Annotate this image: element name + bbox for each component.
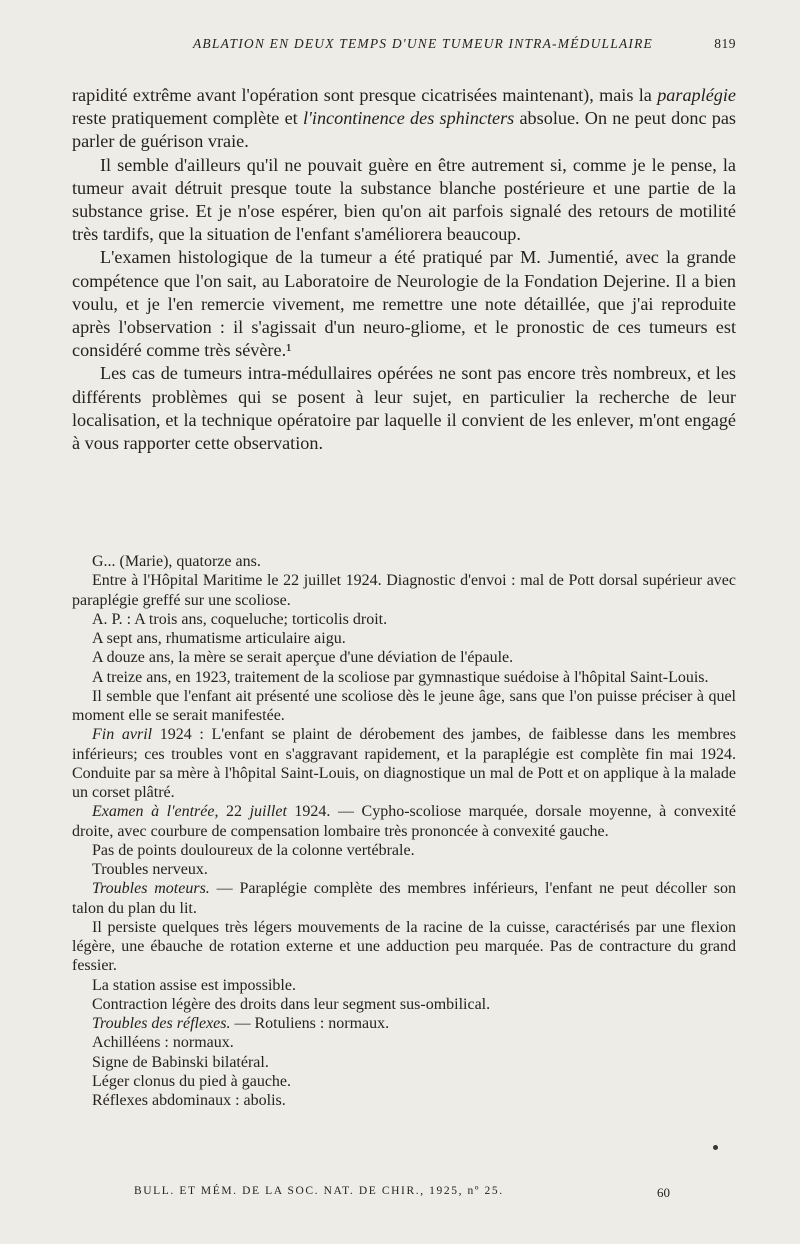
reflex-line: Léger clonus du pied à gauche. bbox=[92, 1072, 292, 1090]
header-title: ABLATION EN DEUX TEMPS D'UNE TUMEUR INTRA-MÉDULLAIRE bbox=[192, 36, 653, 51]
italic-term: Troubles moteurs. bbox=[92, 880, 210, 898]
exam-line: Contraction légère des droits dans leur segment sus-ombilical. bbox=[92, 995, 491, 1013]
reflex-line: Signe de Babinski bilatéral. bbox=[92, 1053, 269, 1071]
observation-text bbox=[72, 552, 736, 1110]
exam-line: Troubles nerveux. bbox=[92, 861, 208, 878]
history-line: A. P. : A trois ans, coqueluche; torticolis droit. bbox=[92, 610, 388, 628]
history-line: A treize ans, en 1923, traitement de la scoliose par gymnastique suédoise à l'hôpital Saint-Louis. bbox=[92, 668, 709, 686]
text-run: rapidité extrême avant l'opération sont presque cicatrisées maintenant), mais la bbox=[72, 85, 658, 105]
exam-line: La station assise est impossible. bbox=[92, 976, 296, 994]
text-run: 1924. — Cypho-scoliose marquée, dorsale moyenne, à convexité droite, avec courbure de compensation lombaire très prononcée à convexité gauche. bbox=[72, 803, 737, 840]
onset-paragraph bbox=[72, 725, 736, 802]
exam-paragraph bbox=[72, 802, 736, 841]
running-header bbox=[72, 36, 736, 52]
exam-line: Pas de points douloureux de la colonne vertébrale. bbox=[92, 841, 415, 859]
paragraph-2: Il semble d'ailleurs qu'il ne pouvait guère en être autrement si, comme je le pense, la tumeur avait détruit presque toute la substance blanche postérieure et une partie de la substance grise. Et je n'ose espérer, bien qu'on ait parfois signalé des retours de motilité très tardifs, que la situation de l'enfant s'améliorera beaucoup. bbox=[72, 154, 736, 245]
main-text bbox=[72, 84, 736, 455]
italic-term: juillet bbox=[249, 803, 287, 821]
italic-term: Fin avril bbox=[92, 726, 153, 744]
text-run: reste pratiquement complète et bbox=[72, 108, 303, 129]
history-line: Il semble que l'enfant ait présenté une scoliose dès le jeune âge, sans que l'on puisse préciser à quel moment elle se serait manifestée. bbox=[72, 687, 736, 724]
patient-line: G... (Marie), quatorze ans. bbox=[92, 553, 261, 570]
journal-citation: BULL. ET MÉM. DE LA SOC. NAT. DE CHIR., 1925, nº 25. bbox=[134, 1185, 504, 1197]
paragraph-3: L'examen histologique de la tumeur a été pratiqué par M. Jumentié, avec la grande compétence que l'on sait, au Laboratoire de Neurologie de la Fondation Dejerine. Il a bien voulu, et je l'en remercie vivement, me remettre une note détaillée, que j'ai reproduite après l'observation : il s'agissait d'un neuro-gliome, et le pronostic de ces tumeurs est considéré comme très sévère.¹ bbox=[72, 247, 736, 361]
reflex-line: Achilléens : normaux. bbox=[92, 1034, 234, 1052]
motor-paragraph bbox=[72, 879, 736, 918]
page-footer bbox=[134, 1185, 670, 1200]
page-number: 819 bbox=[714, 36, 736, 51]
italic-term: l'incontinence des sphincters bbox=[302, 108, 515, 129]
text-run: absolue. On ne peut donc pas parler de guérison vraie. bbox=[72, 108, 736, 152]
reflex-line bbox=[72, 1014, 736, 1033]
ink-dot bbox=[713, 1145, 718, 1150]
italic-term: Examen à l'entrée, bbox=[92, 803, 219, 821]
text-run: — Paraplégie complète des membres inférieurs, l'enfant ne peut décoller son talon du plan du lit. bbox=[72, 880, 736, 917]
reflex-line: Réflexes abdominaux : abolis. bbox=[92, 1092, 286, 1109]
signature-mark: 60 bbox=[657, 1185, 670, 1200]
text-run: — Rotuliens : normaux. bbox=[230, 1015, 390, 1032]
history-line: A sept ans, rhumatisme articulaire aigu. bbox=[92, 630, 346, 647]
text-run: 1924 : L'enfant se plaint de dérobement des jambes, de faiblesse dans les membres inférieurs; ces troubles vont en s'aggravant rapidement, et la paraplégie est complète fin mai 1924. Conduite par sa mère à l'hôpital Saint-Louis, on diagnostique un mal de Pott et on applique à la malade un corset plâtré. bbox=[72, 726, 736, 801]
paragraph-4: Les cas de tumeurs intra-médullaires opérées ne sont pas encore très nombreux, et les différents problèmes qui se posent à leur sujet, en particulier la recherche de leur localisation, et la technique opératoire par laquelle il convient de les enlever, m'ont engagé à vous rapporter cette observation. bbox=[72, 363, 736, 454]
italic-term: Troubles des réflexes. bbox=[92, 1015, 231, 1032]
text-run: 22 bbox=[218, 803, 250, 821]
paragraph-1 bbox=[72, 84, 736, 154]
motor-detail: Il persiste quelques très légers mouvements de la racine de la cuisse, caractérisés par une flexion légère, une ébauche de rotation externe et une adduction peu marquée. Pas de contracture du grand fessier. bbox=[72, 918, 736, 975]
admission-line: Entre à l'Hôpital Maritime le 22 juillet 1924. Diagnostic d'envoi : mal de Pott dorsal supérieur avec paraplégie greffé sur une scoliose. bbox=[72, 572, 736, 609]
history-line: A douze ans, la mère se serait aperçue d'une déviation de l'épaule. bbox=[92, 649, 514, 667]
italic-term: paraplégie bbox=[657, 85, 736, 105]
